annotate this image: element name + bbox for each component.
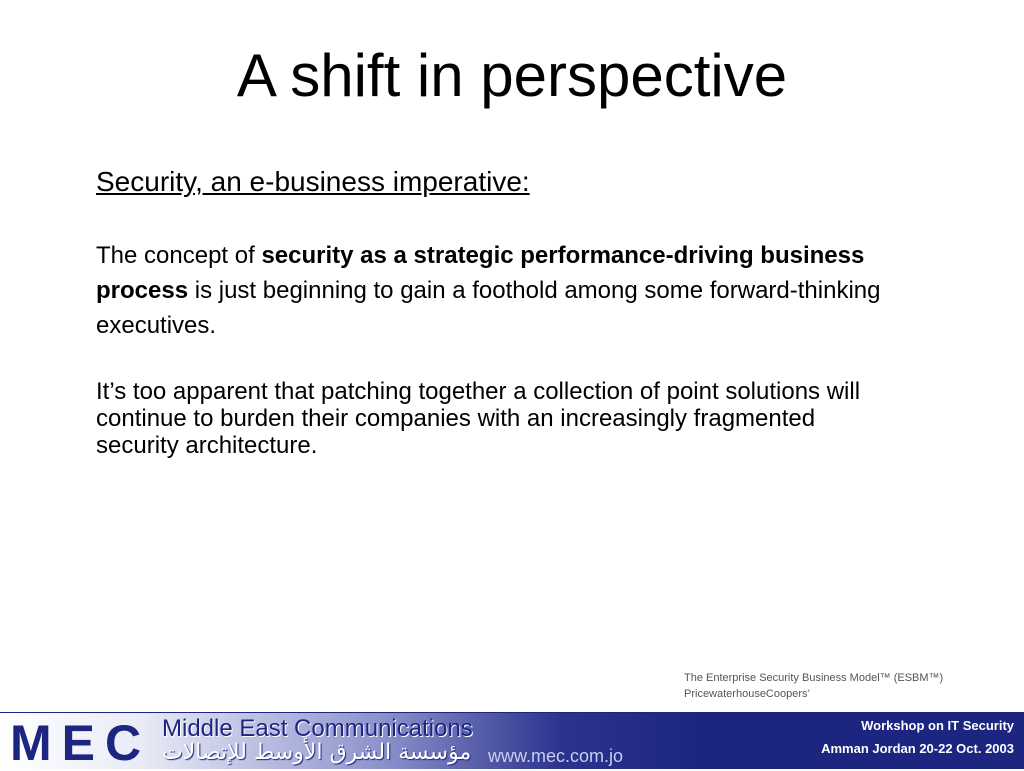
paragraph-intro-text: The concept of xyxy=(96,242,262,269)
paragraph-strategic-concept xyxy=(96,238,896,343)
slide-title: A shift in perspective xyxy=(236,42,788,109)
footer-banner xyxy=(0,712,1024,769)
source-line-model: The Enterprise Security Business Model™ (ESBM™) xyxy=(684,672,944,684)
section-subheading: Security, an e-business imperative: xyxy=(96,166,530,197)
mec-logo: MEC xyxy=(10,715,152,771)
paragraph-rest-text: is just beginning to gain a foothold among some forward-thinking executives. xyxy=(96,277,881,339)
company-name-arabic: مؤسسة الشرق الأوسط للإتصالات xyxy=(162,740,472,765)
paragraph-point-solutions: It’s too apparent that patching together a collection of point solutions will continue to burden their companies with an increasingly fragmented security architecture. xyxy=(96,378,861,459)
source-line-company: PricewaterhouseCoopers’ xyxy=(684,688,810,700)
workshop-location-date: Amman Jordan 20-22 Oct. 2003 xyxy=(821,741,1014,756)
company-url: www.mec.com.jo xyxy=(488,746,624,766)
workshop-title: Workshop on IT Security xyxy=(861,718,1014,733)
source-citation xyxy=(684,670,943,702)
paragraph-bold-text: security as a strategic performance-driving business process xyxy=(96,242,865,304)
company-name: Middle East Communications xyxy=(162,715,473,742)
